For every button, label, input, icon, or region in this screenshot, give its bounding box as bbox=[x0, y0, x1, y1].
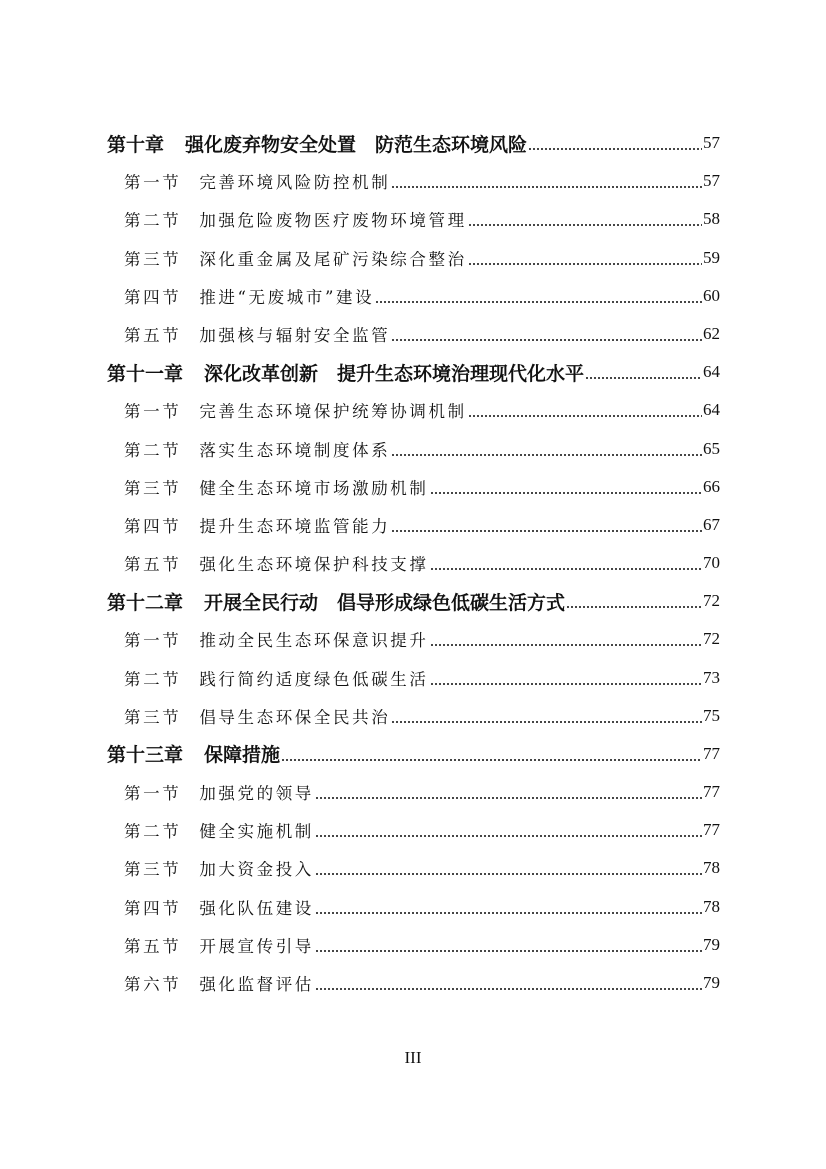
entry-page-number: 67 bbox=[703, 514, 720, 534]
toc-section-entry bbox=[107, 429, 720, 467]
section-number: 第五节 bbox=[124, 936, 182, 956]
dot-leader bbox=[469, 263, 702, 265]
section-title: 开展宣传引导 bbox=[199, 936, 314, 956]
toc-section-entry bbox=[107, 697, 720, 735]
entry-page-number: 57 bbox=[703, 133, 720, 153]
dot-leader bbox=[376, 301, 702, 303]
dot-leader bbox=[529, 148, 702, 150]
chapter-number: 第十一章 bbox=[107, 362, 184, 385]
dot-leader bbox=[392, 339, 702, 341]
dot-leader bbox=[282, 759, 702, 761]
dot-leader bbox=[431, 683, 702, 685]
entry-page-number: 57 bbox=[703, 171, 720, 191]
chapter-title: 强化废弃物安全处置 防范生态环境风险 bbox=[185, 133, 528, 156]
table-of-contents bbox=[107, 124, 720, 1004]
section-title: 落实生态环境制度体系 bbox=[199, 440, 391, 460]
toc-section-entry bbox=[107, 659, 720, 697]
section-title: 完善生态环境保护统筹协调机制 bbox=[199, 402, 467, 422]
entry-page-number: 78 bbox=[703, 858, 720, 878]
toc-section-entry bbox=[107, 849, 720, 887]
section-number: 第一节 bbox=[124, 631, 182, 651]
toc-section-entry bbox=[107, 544, 720, 582]
dot-leader bbox=[316, 873, 702, 875]
dot-leader bbox=[392, 186, 702, 188]
section-number: 第三节 bbox=[124, 249, 182, 269]
section-number: 第二节 bbox=[124, 822, 182, 842]
entry-page-number: 77 bbox=[703, 743, 720, 763]
section-number: 第四节 bbox=[124, 898, 182, 918]
chapter-title: 保障措施 bbox=[204, 744, 281, 767]
entry-page-number: 77 bbox=[703, 820, 720, 840]
section-title: 加强党的领导 bbox=[199, 784, 314, 804]
toc-section-entry bbox=[107, 468, 720, 506]
dot-leader bbox=[431, 492, 702, 494]
dot-leader bbox=[316, 912, 702, 914]
section-number: 第二节 bbox=[124, 440, 182, 460]
dot-leader bbox=[316, 988, 702, 990]
section-title: 深化重金属及尾矿污染综合整治 bbox=[199, 249, 467, 269]
section-title: 推进“无废城市”建设 bbox=[199, 287, 375, 307]
chapter-number: 第十章 bbox=[107, 133, 165, 156]
entry-page-number: 64 bbox=[703, 362, 720, 382]
entry-page-number: 77 bbox=[703, 782, 720, 802]
entry-page-number: 65 bbox=[703, 438, 720, 458]
entry-page-number: 79 bbox=[703, 973, 720, 993]
section-number: 第五节 bbox=[124, 555, 182, 575]
section-number: 第四节 bbox=[124, 516, 182, 536]
toc-chapter-entry bbox=[107, 735, 720, 773]
section-title: 加强核与辐射安全监管 bbox=[199, 325, 391, 345]
toc-section-entry bbox=[107, 926, 720, 964]
chapter-title: 深化改革创新 提升生态环境治理现代化水平 bbox=[204, 362, 585, 385]
page-number-footer: III bbox=[404, 1048, 422, 1067]
section-number: 第四节 bbox=[124, 287, 182, 307]
entry-page-number: 72 bbox=[703, 629, 720, 649]
toc-section-entry bbox=[107, 620, 720, 658]
section-number: 第一节 bbox=[124, 173, 182, 193]
toc-section-entry bbox=[107, 964, 720, 1002]
chapter-number: 第十二章 bbox=[107, 591, 184, 614]
section-title: 健全生态环境市场激励机制 bbox=[199, 478, 429, 498]
dot-leader bbox=[392, 454, 702, 456]
dot-leader bbox=[586, 377, 702, 379]
chapter-number: 第十三章 bbox=[107, 744, 184, 767]
toc-section-entry bbox=[107, 391, 720, 429]
entry-page-number: 70 bbox=[703, 553, 720, 573]
section-title: 完善环境风险防控机制 bbox=[199, 173, 391, 193]
toc-section-entry bbox=[107, 239, 720, 277]
section-title: 强化队伍建设 bbox=[199, 898, 314, 918]
section-title: 强化生态环境保护科技支撑 bbox=[199, 555, 429, 575]
section-title: 践行简约适度绿色低碳生活 bbox=[199, 669, 429, 689]
section-number: 第六节 bbox=[124, 975, 182, 995]
entry-page-number: 64 bbox=[703, 400, 720, 420]
entry-page-number: 79 bbox=[703, 934, 720, 954]
dot-leader bbox=[431, 568, 702, 570]
section-title: 提升生态环境监管能力 bbox=[199, 516, 391, 536]
entry-page-number: 72 bbox=[703, 591, 720, 611]
toc-chapter-entry bbox=[107, 124, 720, 162]
section-number: 第二节 bbox=[124, 669, 182, 689]
dot-leader bbox=[316, 835, 702, 837]
section-number: 第三节 bbox=[124, 860, 182, 880]
section-title: 推动全民生态环保意识提升 bbox=[199, 631, 429, 651]
entry-page-number: 62 bbox=[703, 323, 720, 343]
section-number: 第五节 bbox=[124, 325, 182, 345]
section-number: 第一节 bbox=[124, 402, 182, 422]
section-title: 健全实施机制 bbox=[199, 822, 314, 842]
dot-leader bbox=[469, 415, 702, 417]
toc-section-entry bbox=[107, 162, 720, 200]
section-title: 倡导生态环保全民共治 bbox=[199, 707, 391, 727]
toc-section-entry bbox=[107, 773, 720, 811]
dot-leader bbox=[316, 950, 702, 952]
toc-section-entry bbox=[107, 200, 720, 238]
section-title: 加强危险废物医疗废物环境管理 bbox=[199, 211, 467, 231]
toc-section-entry bbox=[107, 277, 720, 315]
toc-section-entry bbox=[107, 315, 720, 353]
entry-page-number: 78 bbox=[703, 896, 720, 916]
toc-section-entry bbox=[107, 888, 720, 926]
entry-page-number: 73 bbox=[703, 667, 720, 687]
dot-leader bbox=[567, 606, 702, 608]
dot-leader bbox=[469, 224, 702, 226]
dot-leader bbox=[392, 530, 702, 532]
section-number: 第三节 bbox=[124, 707, 182, 727]
entry-page-number: 58 bbox=[703, 209, 720, 229]
section-number: 第三节 bbox=[124, 478, 182, 498]
toc-section-entry bbox=[107, 506, 720, 544]
section-title: 强化监督评估 bbox=[199, 975, 314, 995]
toc-section-entry bbox=[107, 811, 720, 849]
entry-page-number: 66 bbox=[703, 476, 720, 496]
dot-leader bbox=[431, 644, 702, 646]
dot-leader bbox=[316, 797, 702, 799]
entry-page-number: 75 bbox=[703, 705, 720, 725]
section-title: 加大资金投入 bbox=[199, 860, 314, 880]
section-number: 第一节 bbox=[124, 784, 182, 804]
section-number: 第二节 bbox=[124, 211, 182, 231]
chapter-title: 开展全民行动 倡导形成绿色低碳生活方式 bbox=[204, 591, 566, 614]
dot-leader bbox=[392, 721, 702, 723]
entry-page-number: 59 bbox=[703, 247, 720, 267]
toc-chapter-entry bbox=[107, 582, 720, 620]
entry-page-number: 60 bbox=[703, 285, 720, 305]
toc-chapter-entry bbox=[107, 353, 720, 391]
